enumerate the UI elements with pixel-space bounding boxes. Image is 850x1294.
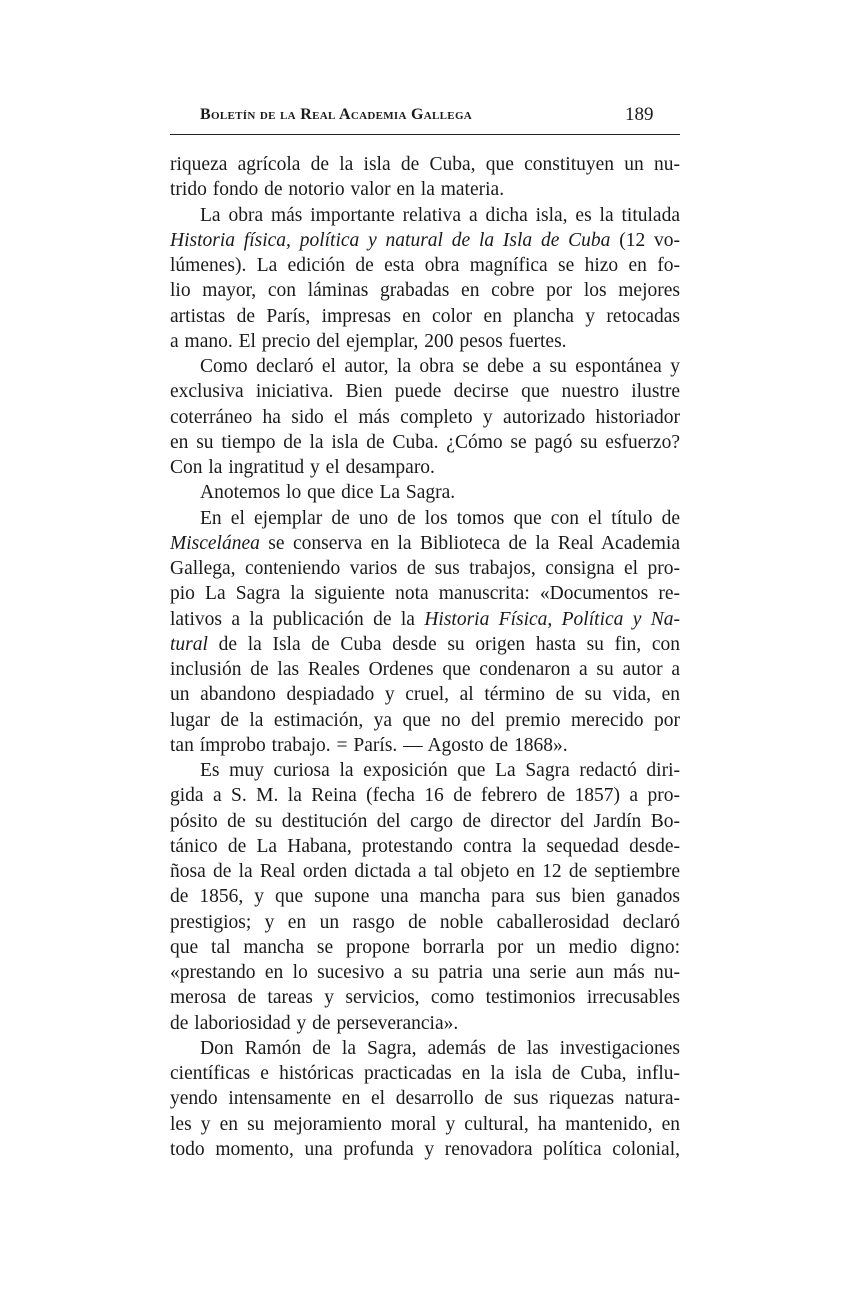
text-line bbox=[170, 354, 680, 379]
line-text: Don Ramón de la Sagra, además de las investigaciones bbox=[200, 1037, 680, 1059]
line-text: merosa de tareas y servicios, como testimonios irrecusables bbox=[170, 987, 680, 1009]
line-text: (12 vo- bbox=[610, 229, 680, 251]
line-text: gida a S. M. la Reina (fecha 16 de febrero de 1857) a pro- bbox=[170, 785, 680, 807]
line-text: «prestando en lo sucesivo a su patria una serie aun más nu- bbox=[170, 962, 680, 983]
line-text: pósito de su destitución del cargo de director del Jardín Bo- bbox=[170, 810, 680, 832]
line-text: lugar de la estimación, ya que no del premio merecido por bbox=[170, 709, 680, 731]
line-text: científicas e históricas practicadas en la isla de Cuba, influ- bbox=[170, 1063, 680, 1084]
line-text: coterráneo ha sido el más completo y autorizado historiador bbox=[170, 406, 680, 428]
text-line bbox=[170, 783, 680, 808]
line-text: riqueza agrícola de la isla de Cuba, que constituyen un nu- bbox=[170, 154, 680, 175]
text-line bbox=[170, 682, 680, 707]
text-line bbox=[170, 203, 680, 228]
line-text: La obra más importante relativa a dicha isla, es la titulada bbox=[200, 204, 680, 226]
text-line bbox=[170, 177, 680, 202]
running-header bbox=[170, 102, 680, 135]
line-text: que tal mancha se propone borrarla por un medio digno: bbox=[170, 936, 680, 958]
line-text: exclusiva iniciativa. Bien puede decirse que nuestro ilustre bbox=[170, 381, 680, 403]
line-text: Como declaró el autor, la obra se debe a su espontánea y bbox=[200, 356, 680, 377]
text-line bbox=[170, 758, 680, 783]
line-text: todo momento, una profunda y renovadora política colonial, bbox=[170, 1138, 680, 1160]
text-line bbox=[170, 935, 680, 960]
text-line bbox=[170, 379, 680, 404]
text-line bbox=[170, 834, 680, 859]
line-text: tánico de La Habana, protestando contra la sequedad desde- bbox=[170, 835, 680, 857]
text-line bbox=[170, 632, 680, 657]
line-text: lio mayor, con láminas grabadas en cobre por los mejores bbox=[170, 280, 680, 302]
italic-title-text: Miscelánea bbox=[170, 532, 260, 554]
line-text: ñosa de la Real orden dictada a tal objeto en 12 de septiembre bbox=[170, 861, 680, 882]
line-text: lativos a la publicación de la bbox=[170, 608, 425, 630]
text-line bbox=[170, 733, 680, 758]
text-line bbox=[170, 1011, 680, 1036]
line-text: se conserva en la Biblioteca de la Real Academia bbox=[259, 532, 680, 554]
line-text: Es muy curiosa la exposición que La Sagra redactó diri- bbox=[200, 760, 680, 781]
line-text: yendo intensamente en el desarrollo de sus riquezas natura- bbox=[170, 1088, 680, 1110]
line-text: de la Isla de Cuba desde su origen hasta su fin, con bbox=[207, 633, 680, 655]
line-text: trido fondo de notorio valor en la materia. bbox=[170, 179, 505, 201]
text-line bbox=[170, 1061, 680, 1086]
text-line bbox=[170, 708, 680, 733]
text-line bbox=[170, 1112, 680, 1137]
line-text: inclusión de las Reales Ordenes que condenaron a su autor a bbox=[170, 659, 680, 680]
text-line bbox=[170, 1086, 680, 1111]
text-line bbox=[170, 430, 680, 455]
line-text: lúmenes). La edición de esta obra magnífica se hizo en fo- bbox=[170, 255, 680, 276]
text-line bbox=[170, 556, 680, 581]
line-text: pio La Sagra la siguiente nota manuscrita: «Documentos re- bbox=[170, 583, 680, 605]
text-line bbox=[170, 152, 680, 177]
text-line bbox=[170, 859, 680, 884]
text-line bbox=[170, 1036, 680, 1061]
text-line bbox=[170, 455, 680, 480]
italic-title-text: Historia física, política y natural de la Isla de Cuba bbox=[170, 229, 611, 251]
italic-title-text: Historia Física, Política y Na- bbox=[424, 608, 681, 630]
text-line bbox=[170, 960, 680, 985]
line-text: a mano. El precio del ejemplar, 200 pesos fuertes. bbox=[170, 330, 567, 352]
text-line bbox=[170, 809, 680, 834]
line-text: tan ímprobo trabajo. = París. — Agosto de 1868». bbox=[170, 734, 568, 756]
line-text: un abandono despiadado y cruel, al término de su vida, en bbox=[170, 684, 680, 706]
line-text: de 1856, y que supone una mancha para sus bien ganados bbox=[170, 886, 680, 908]
running-title: Boletín de la Real Academia Gallega bbox=[200, 106, 473, 123]
text-line bbox=[170, 1137, 680, 1162]
text-line bbox=[170, 506, 680, 531]
text-line bbox=[170, 278, 680, 303]
text-line bbox=[170, 657, 680, 682]
text-line bbox=[170, 607, 680, 632]
text-line bbox=[170, 253, 680, 278]
text-line bbox=[170, 405, 680, 430]
page-number: 189 bbox=[625, 104, 654, 125]
line-text: Con la ingratitud y el desamparo. bbox=[170, 457, 435, 478]
body-text bbox=[170, 152, 680, 1162]
text-line bbox=[170, 985, 680, 1010]
text-line bbox=[170, 884, 680, 909]
text-line bbox=[170, 581, 680, 606]
line-text: Anotemos lo que dice La Sagra. bbox=[200, 482, 456, 504]
text-line bbox=[170, 480, 680, 505]
italic-title-text: tural bbox=[170, 633, 208, 655]
text-line bbox=[170, 304, 680, 329]
line-text: prestigios; y en un rasgo de noble caballerosidad declaró bbox=[170, 911, 680, 933]
line-text: Gallega, conteniendo varios de sus trabajos, consigna el pro- bbox=[170, 558, 680, 579]
line-text: de laboriosidad y de perseverancia». bbox=[170, 1012, 459, 1034]
text-line bbox=[170, 329, 680, 354]
line-text: artistas de París, impresas en color en plancha y retocadas bbox=[170, 305, 680, 327]
line-text: les y en su mejoramiento moral y cultural, ha mantenido, en bbox=[170, 1113, 680, 1135]
text-line bbox=[170, 531, 680, 556]
line-text: En el ejemplar de uno de los tomos que con el título de bbox=[200, 507, 680, 529]
line-text: en su tiempo de la isla de Cuba. ¿Cómo se pagó su esfuerzo? bbox=[170, 431, 680, 453]
text-line bbox=[170, 228, 680, 253]
text-line bbox=[170, 910, 680, 935]
